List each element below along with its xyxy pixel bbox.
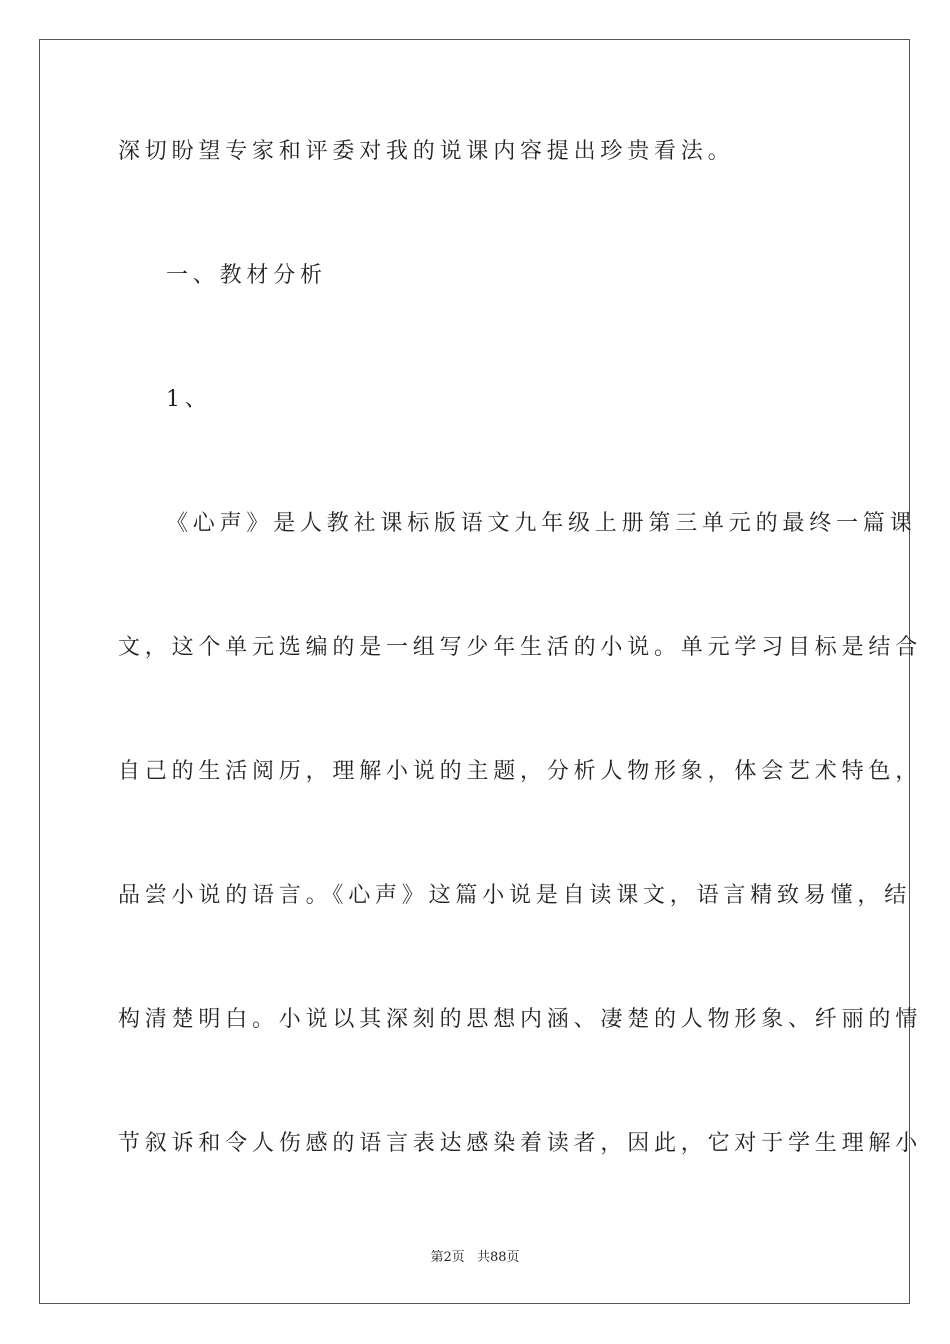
text-line: 深切盼望专家和评委对我的说课内容提出珍贵看法。 [118, 139, 735, 164]
text-line: 文，这个单元选编的是一组写少年生活的小说。单元学习目标是结合 [118, 635, 923, 660]
text-line: 构清楚明白。小说以其深刻的思想内涵、凄楚的人物形象、纤丽的情 [118, 1007, 923, 1032]
text-line: 品尝小说的语言。《心声》这篇小说是自读课文，语言精致易懂，结 [118, 883, 912, 908]
page-footer [0, 1246, 950, 1265]
page-frame [39, 39, 923, 1304]
page-number: 第2页 [430, 1250, 465, 1265]
text-line: 《心声》是人教社课标版语文九年级上册第三单元的最终一篇课 [166, 511, 917, 536]
subsection-number: 1、 [166, 387, 212, 412]
section-heading: 一、教材分析 [166, 263, 327, 288]
text-line: 自己的生活阅历，理解小说的主题，分析人物形象，体会艺术特色， [118, 759, 923, 784]
text-line: 节叙诉和令人伤感的语言表达感染着读者，因此，它对于学生理解小 [118, 1131, 923, 1156]
page-total: 共88页 [476, 1250, 520, 1265]
